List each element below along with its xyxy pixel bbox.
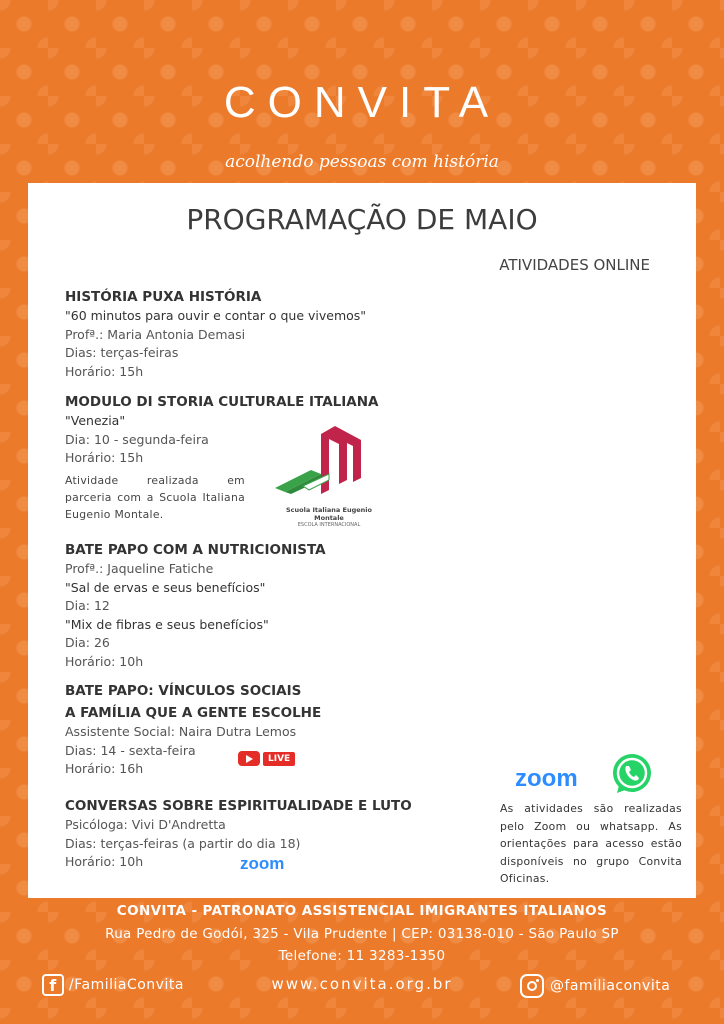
section-line: "Sal de ervas e seus benefícios" (65, 579, 266, 595)
section-line: Dias: terças-feiras (a partir do dia 18) (65, 835, 301, 851)
brand-logo: CONVITA (223, 78, 501, 127)
instagram-link[interactable] (520, 974, 670, 998)
section-line: "60 minutos para ouvir e contar o que vivemos" (65, 308, 367, 323)
tagline: acolhendo pessoas com história (225, 152, 499, 172)
scuola-caption: Scuola Italiana Eugenio Montale (286, 506, 372, 522)
section-nutricionista (65, 540, 326, 671)
facebook-handle: /FamiliaConvita (69, 977, 184, 993)
section-line: Horário: 10h (65, 653, 144, 669)
section-title: MODULO DI STORIA CULTURALE ITALIANA (65, 394, 379, 410)
facebook-icon: f (42, 974, 64, 996)
section-historia (65, 287, 366, 381)
instagram-icon (520, 974, 544, 998)
youtube-icon (238, 751, 260, 766)
footer-address: Rua Pedro de Godói, 325 - Vila Prudente | CEP: 03138-010 - São Paulo SP (105, 926, 619, 942)
section-line: Horário: 15h (65, 363, 144, 379)
section-line: Dia: 12 (65, 598, 110, 613)
section-line: Psicóloga: Vivi D'Andretta (65, 817, 226, 832)
online-info-note: As atividades são realizadas pelo Zoom ou whatsapp. As orientações para acesso estão disponíveis no grupo Convita Oficinas. (500, 802, 682, 885)
section-line: Dias: terças-feiras (65, 345, 179, 360)
section-title: BATE PAPO COM A NUTRICIONISTA (65, 542, 326, 558)
section-title: CONVERSAS SOBRE ESPIRITUALIDADE E LUTO (65, 798, 412, 814)
section-line: Horário: 15h (65, 450, 144, 465)
partnership-note: Atividade realizada em parceria com a Scuola Italiana Eugenio Montale. (65, 473, 245, 521)
page-subtitle: ATIVIDADES ONLINE (499, 256, 650, 274)
youtube-live-badge (238, 751, 295, 766)
whatsapp-icon (609, 751, 655, 801)
scuola-logo-icon (273, 422, 385, 500)
section-line: Dia: 10 - segunda-feira (65, 431, 209, 447)
section-title: BATE PAPO: VÍNCULOS SOCIAIS (65, 683, 302, 699)
website-link[interactable]: www.convita.org.br (271, 975, 453, 993)
section-line: "Mix de fibras e seus benefícios" (65, 616, 269, 632)
section-line: Profª.: Jaqueline Fatiche (65, 561, 214, 576)
live-label: LIVE (263, 752, 295, 766)
section-title: HISTÓRIA PUXA HISTÓRIA (65, 289, 262, 305)
section-line: Horário: 10h (65, 854, 144, 869)
section-line: "Venezia" (65, 413, 126, 428)
scuola-subcaption: ESCOLA INTERNACIONAL (297, 522, 361, 528)
section-line: Dias: 14 - sexta-feira (65, 742, 196, 758)
section-espiritualidade (65, 796, 412, 872)
page-title: PROGRAMAÇÃO DE MAIO (186, 203, 538, 236)
zoom-logo-small: zoom (240, 854, 285, 873)
section-line: Profª.: Maria Antonia Demasi (65, 326, 246, 342)
footer-phone: Telefone: 11 3283-1350 (278, 948, 446, 964)
zoom-logo: zoom (515, 765, 578, 792)
section-line: Horário: 16h (65, 761, 144, 776)
footer-org: CONVITA - PATRONATO ASSISTENCIAL IMIGRANTES ITALIANOS (116, 903, 608, 919)
section-title: A FAMÍLIA QUE A GENTE ESCOLHE (65, 705, 322, 721)
section-line: Dia: 26 (65, 635, 110, 650)
program-card (28, 183, 696, 898)
scuola-logo (273, 422, 385, 528)
section-line: Assistente Social: Naira Dutra Lemos (65, 724, 297, 739)
instagram-handle: @familiaconvita (550, 978, 671, 994)
